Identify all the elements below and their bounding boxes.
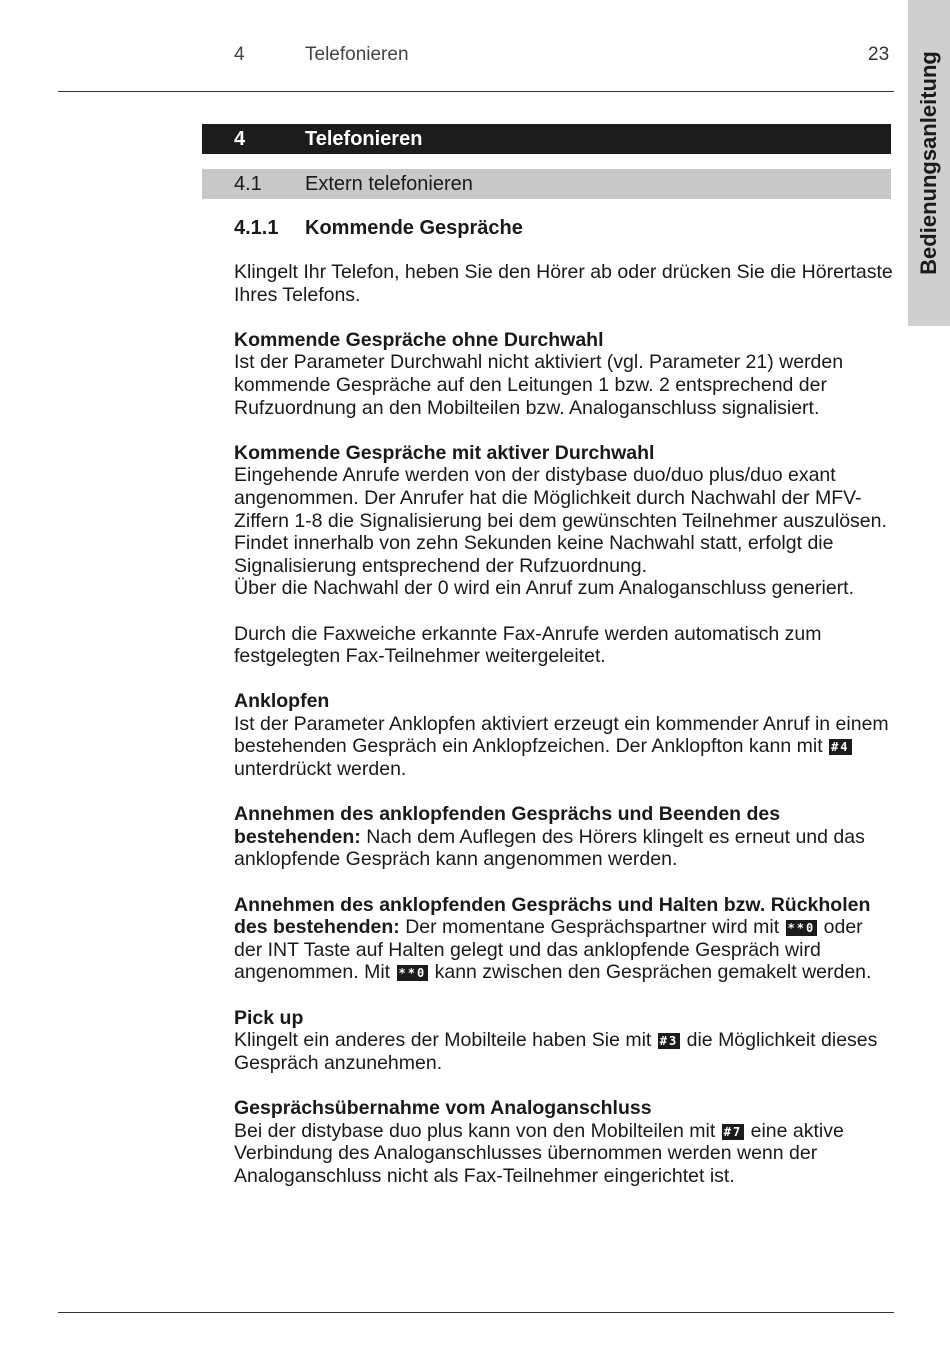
text-anklopfen-end: unterdrückt werden. [234,758,407,781]
text-pick-up-a: Klingelt ein anderes der Mobilteile haben Sie mit [234,1029,652,1052]
section-heading-bar [202,169,891,199]
heading-gespraechsuebernahme: Gesprächsübernahme vom Analoganschluss [234,1096,652,1119]
chapter-heading-number: 4 [234,128,246,150]
body-text [234,261,894,1210]
key-star-star-0-icon: **0 [787,921,816,936]
subsection-heading-title: Kommende Gespräche [305,217,523,239]
text-uebernahme-a: Bei der distybase duo plus kann von den Mobilteilen mit [234,1119,716,1142]
section-heading-title: Extern telefonieren [305,173,473,195]
paragraph-annehmen-halten [234,894,894,984]
text-anklopfen: Ist der Parameter Anklopfen aktiviert erzeugt ein kommender Anruf in einem bestehenden Gespräch ein Anklopfzeichen. Der Anklopfton kann mit [234,712,889,758]
header-chapter-number: 4 [234,44,245,65]
heading-annehmen-halten: Annehmen des anklopfenden Gesprächs und Halten bzw. Rückholen des bestehenden: [234,893,871,939]
key-hash-4-icon: #4 [831,740,850,755]
text-halten-a: Der momentane Gesprächspartner wird mit [405,916,780,939]
subsection-heading [234,217,523,240]
section-heading-number: 4.1 [234,173,262,195]
key-hash-7-icon: #7 [723,1124,743,1139]
paragraph-ohne-durchwahl [234,329,894,419]
chapter-heading-bar [202,124,891,154]
text-pick-up-b: die Möglichkeit dieses Gespräch anzunehmen. [234,1029,878,1074]
text-halten-c: kann zwischen den Gesprächen gemakelt werden. [434,961,872,984]
chapter-heading-title: Telefonieren [305,128,423,150]
paragraph-pick-up [234,1007,894,1075]
paragraph-annehmen-beenden [234,803,894,871]
paragraph-faxweiche: Durch die Faxweiche erkannte Fax-Anrufe werden automatisch zum festgelegten Fax-Teilnehmer weitergeleitet. [234,622,822,668]
paragraph-gespraechsuebernahme [234,1097,894,1187]
paragraph-mit-durchwahl [234,442,894,600]
text-annehmen-beenden: Nach dem Auflegen des Hörers klingelt es erneut und das anklopfende Gespräch kann angenommen werden. [234,825,865,871]
footer-rule [58,1312,894,1313]
key-star-star-0-icon: **0 [398,966,427,981]
key-hash-3-icon: #3 [659,1034,679,1049]
text-nachwahl-null: Über die Nachwahl der 0 wird ein Anruf zum Analoganschluss generiert. [234,577,855,600]
subsection-heading-number: 4.1.1 [234,217,279,239]
paragraph-anklopfen [234,690,894,780]
header-chapter-title: Telefonieren [305,44,409,65]
text-uebernahme-b: eine aktive Verbindung des Analoganschlusses übernommen werden wenn der Analoganschluss nicht als Fax-Teilnehmer eingerichtet ist. [234,1119,844,1187]
heading-annehmen-beenden: Annehmen des anklopfenden Gesprächs und Beenden des bestehenden: [234,803,781,848]
text-mit-durchwahl: Eingehende Anrufe werden von der distybase duo/duo plus/duo exant angenommen. Der Anrufer hat die Möglichkeit durch Nachwahl der MFV-Ziffern 1-8 die Signalisierung bei dem gewünschten Teilnehmer auszulösen. Findet innerhalb von zehn Sekunden keine Nachwahl statt, erfolgt die Signalisierung entsprechend der Rufzuordnung. [234,464,887,577]
text-halten-b: oder der INT Taste auf Halten gelegt und das anklopfende Gespräch wird angenommen. Mit [234,916,863,984]
text-ohne-durchwahl: Ist der Parameter Durchwahl nicht aktiviert (vgl. Parameter 21) werden kommende Gespräche auf den Leitungen 1 bzw. 2 entsprechend der Rufzuordnung an den Mobilteilen bzw. Analoganschluss signalisiert. [234,351,844,419]
heading-mit-durchwahl: Kommende Gespräche mit aktiver Durchwahl [234,441,655,464]
heading-pick-up: Pick up [234,1006,304,1029]
header-rule [58,91,894,92]
page-number: 23 [868,44,890,65]
intro-paragraph: Klingelt Ihr Telefon, heben Sie den Hörer ab oder drücken Sie die Hörertaste Ihres Telefons. [234,261,893,306]
heading-anklopfen: Anklopfen [234,690,330,713]
side-tab-label: Bedienungsanleitung [916,51,941,275]
side-tab [908,0,950,326]
heading-ohne-durchwahl: Kommende Gespräche ohne Durchwahl [234,328,604,351]
